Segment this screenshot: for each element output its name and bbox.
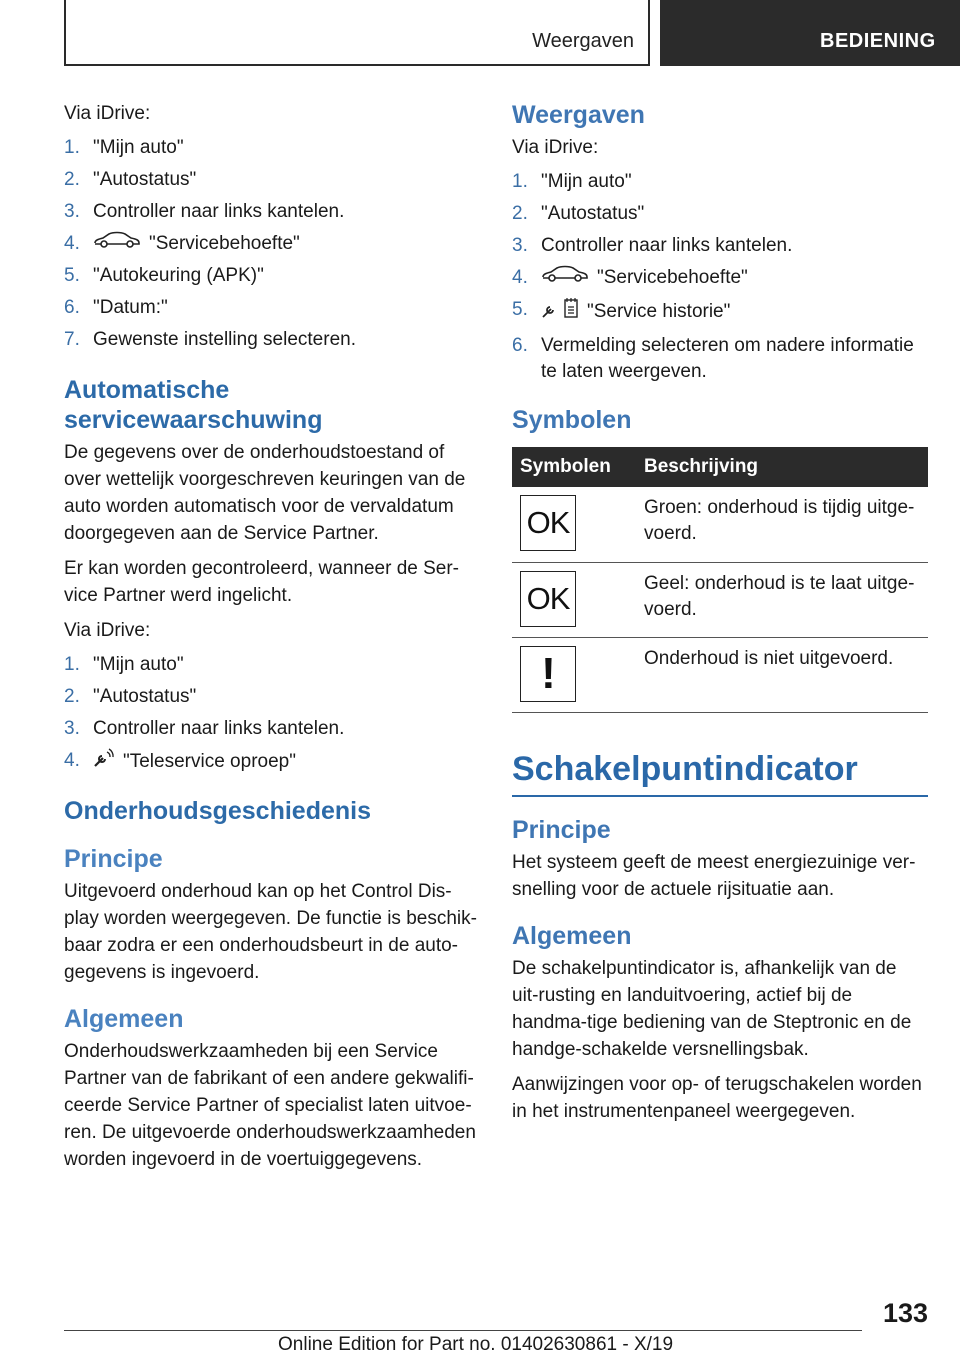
table-row <box>512 637 928 712</box>
intro-text: Via iDrive: <box>64 103 151 124</box>
heading-algemeen: Algemeen <box>512 921 632 950</box>
table-cell: Geel: onderhoud is te laat uitge-voerd. <box>636 562 928 637</box>
right-column <box>512 100 928 1133</box>
list-item: 7. Gewenste instelling selecteren. <box>64 329 356 351</box>
ok-green-symbol: OK <box>520 495 576 551</box>
footer-divider <box>64 1330 862 1331</box>
left-column <box>64 100 478 1181</box>
intro-text: Via iDrive: <box>512 137 599 158</box>
heading-weergaven: Weergaven <box>512 101 645 129</box>
steps-list-teleservice <box>64 652 478 776</box>
list-item: 4. "Servicebehoefte" <box>512 265 928 291</box>
car-icon <box>541 265 589 291</box>
heading-schakelpuntindicator: Schakelpuntindicator <box>512 749 928 797</box>
ok-yellow-symbol: OK <box>520 571 576 627</box>
paragraph: Er kan worden gecontroleerd, wanneer de Ser-vice Partner werd ingelicht. <box>64 558 460 607</box>
list-item: 1. "Mijn auto" <box>64 654 184 676</box>
chapter-tab <box>660 0 960 66</box>
table-header-symbolen: Symbolen <box>512 447 636 487</box>
list-item: 2. "Autostatus" <box>64 169 197 190</box>
footer-edition: Online Edition for Part no. 01402630861 - X/19 <box>278 1334 674 1355</box>
list-item: 4. "Servicebehoefte" <box>64 231 478 257</box>
paragraph: De schakelpuntindicator is, afhankelijk van de uit-rusting en landuitvoering, actief bij de handma-tige bediening van de Steptronic en de handge-schakelde versnellingsbak. <box>512 957 912 1060</box>
table-row <box>512 562 928 637</box>
exclamation-symbol: ! <box>520 646 576 702</box>
paragraph: Aanwijzingen voor op- of terugschakelen worden in het instrumentenpaneel weergegeven. <box>512 1073 922 1122</box>
list-item: 1. "Mijn auto" <box>512 171 632 192</box>
list-item: 4. "Teleservice oproep" <box>64 748 478 776</box>
list-item: 3. Controller naar links kantelen. <box>64 718 345 740</box>
page-number: 133 <box>882 1298 928 1328</box>
paragraph: Het systeem geeft de meest energiezuinige ver-snelling voor de actuele rijsituatie aan. <box>512 851 916 900</box>
table-row <box>512 487 928 562</box>
list-item: 6. "Datum:" <box>64 297 168 319</box>
paragraph: Onderhoudswerkzaamheden bij een Service Partner van de fabrikant of een andere gekwalifi-ceerde Service Partner of specialist laten uitvoe-ren. De uitgevoerde onderhoudswerkzaamheden worden ingevoerd in de voertuiggegevens. <box>64 1041 476 1171</box>
symbols-table <box>512 447 928 713</box>
list-item: 3. Controller naar links kantelen. <box>512 235 793 256</box>
heading-principe: Principe <box>512 815 611 844</box>
chapter-title: BEDIENING <box>820 30 936 52</box>
table-cell: Onderhoud is niet uitgevoerd. <box>636 637 928 712</box>
list-item: 2. "Autostatus" <box>512 203 645 224</box>
table-header-row <box>512 447 928 487</box>
heading-algemeen: Algemeen <box>64 1005 184 1034</box>
list-item: 5. "Autokeuring (APK)" <box>64 265 264 287</box>
paragraph: Via iDrive: <box>64 620 151 642</box>
paragraph: Uitgevoerd onderhoud kan op het Control Dis-play worden weergegeven. De functie is beschik-baar zodra er een onderhoudsbeurt in de auto-gegevens is ingevoerd. <box>64 881 477 984</box>
wrench-signal-icon <box>93 748 115 776</box>
list-item: 2. "Autostatus" <box>64 686 197 708</box>
section-title: Weergaven <box>532 30 634 52</box>
heading-onderhoudsgeschiedenis: Onderhoudsgeschiedenis <box>64 797 372 826</box>
car-icon <box>93 231 141 257</box>
steps-list-weergaven <box>512 169 928 385</box>
heading-principe: Principe <box>64 845 163 874</box>
list-item: 3. Controller naar links kantelen. <box>64 201 345 222</box>
list-item: 1. "Mijn auto" <box>64 137 184 158</box>
table-header-beschrijving: Beschrijving <box>636 447 928 487</box>
steps-list-servicebehoefte <box>64 135 478 353</box>
paragraph: De gegevens over de onderhoudstoestand of over wettelijk voorgeschreven keuringen van de auto worden automatisch voor de vervaldatum doorgegeven aan de Service Partner. <box>64 442 466 545</box>
heading-automatische-servicewaarschuwing: Automatische servicewaarschuwing <box>64 376 323 435</box>
table-cell: Groen: onderhoud is tijdig uitge-voerd. <box>636 487 928 562</box>
list-item: 6. Vermelding selecteren om nadere informatie te laten weergeven. <box>512 335 914 383</box>
list-item: 5. "Service historie" <box>512 297 928 327</box>
service-history-icon <box>541 297 579 327</box>
heading-symbolen: Symbolen <box>512 406 632 435</box>
